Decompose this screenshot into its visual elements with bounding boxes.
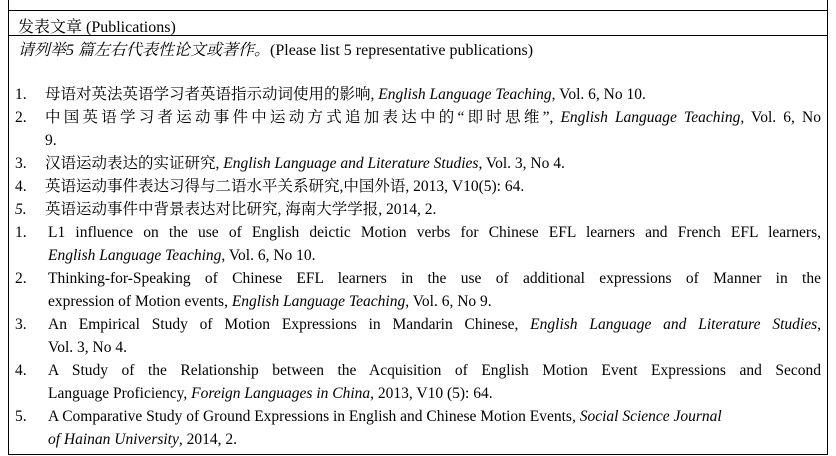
publication-text: 英语运动事件表达习得与二语水平关系研究,中国外语, 2013, V10(5): 64. bbox=[45, 178, 525, 195]
journal-title: English Language Teaching bbox=[378, 86, 552, 103]
publication-line bbox=[48, 405, 722, 428]
journal-title: English Language Teaching bbox=[231, 293, 406, 310]
publication-text: L1 influence on the use of English deictic Motion verbs for Chinese EFL learners and French EFL learners, bbox=[48, 224, 821, 241]
publication-line bbox=[45, 129, 57, 152]
publication-line bbox=[48, 267, 821, 290]
publication-line bbox=[48, 313, 821, 336]
publication-line bbox=[48, 221, 821, 244]
publication-line bbox=[48, 382, 493, 405]
journal-title: English Language Teaching bbox=[48, 247, 222, 264]
publication-number: 5. bbox=[15, 201, 27, 218]
publication-text: An Empirical Study of Motion Expressions in Mandarin Chinese, bbox=[48, 316, 531, 333]
publication-text: 母语对英法英语学习者英语指示动词使用的影响, bbox=[45, 86, 379, 103]
publication-line bbox=[48, 290, 492, 313]
journal-title: English Language and Literature Studies bbox=[530, 316, 818, 333]
publication-line bbox=[45, 152, 565, 175]
journal-title: Foreign Languages in China bbox=[191, 385, 371, 402]
publication-line bbox=[48, 359, 821, 382]
publication-details: , 2014, 2. bbox=[178, 431, 237, 448]
journal-title: English Language Teaching bbox=[560, 109, 741, 126]
publication-number: 1. bbox=[15, 86, 27, 103]
publication-line bbox=[48, 428, 237, 451]
publication-line bbox=[45, 175, 524, 198]
publication-text: 中国英语学习者运动事件中运动方式追加表达中的“即时思维”, bbox=[45, 109, 561, 126]
publication-line bbox=[48, 244, 316, 267]
publication-line bbox=[45, 106, 821, 129]
publication-details: , Vol. 6, No 10. bbox=[551, 86, 646, 103]
publication-text: 9. bbox=[45, 132, 57, 149]
publication-details: , Vol. 6, No bbox=[740, 109, 821, 126]
publication-number: 4. bbox=[15, 362, 27, 379]
publication-text: expression of Motion events, bbox=[48, 293, 232, 310]
publication-number: 2. bbox=[15, 109, 27, 126]
publication-text: A Study of the Relationship between the Acquisition of English Motion Event Expressions and Second bbox=[48, 362, 821, 379]
publications-table bbox=[8, 0, 828, 455]
publication-number: 1. bbox=[15, 224, 27, 241]
publication-text: A Comparative Study of Ground Expressions in English and Chinese Motion Events, bbox=[48, 408, 580, 425]
publication-text: 英语运动事件中背景表达对比研究, 海南大学学报, 2014, 2. bbox=[45, 201, 437, 218]
publication-details: , Vol. 6, No 9. bbox=[405, 293, 492, 310]
publication-details: , Vol. 6, No 10. bbox=[221, 247, 316, 264]
instruction-text bbox=[18, 37, 533, 60]
journal-title: of Hainan University bbox=[48, 431, 179, 448]
publication-details: , Vol. 3, No 4. bbox=[478, 155, 565, 172]
instruction-cn: 请列举5 篇左右代表性论文或著作。 bbox=[18, 42, 271, 59]
publication-line bbox=[45, 198, 436, 221]
instruction-en: (Please list 5 representative publications) bbox=[270, 42, 534, 59]
publication-line bbox=[48, 336, 127, 359]
publication-number: 3. bbox=[15, 155, 27, 172]
publication-text: Language Proficiency, bbox=[48, 385, 192, 402]
publication-number: 5. bbox=[15, 408, 27, 425]
publication-line bbox=[45, 83, 646, 106]
publication-details: , bbox=[817, 316, 821, 333]
publication-details: , 2013, V10 (5): 64. bbox=[370, 385, 493, 402]
journal-title: English Language and Literature Studies bbox=[223, 155, 479, 172]
publication-number: 3. bbox=[15, 316, 27, 333]
publication-text: Thinking-for-Speaking of Chinese EFL learners in the use of additional expressions of Manner in the bbox=[48, 270, 821, 287]
section-title: 发表文章 (Publications) bbox=[18, 19, 176, 36]
table-header-row bbox=[9, 11, 827, 36]
publication-text: Vol. 3, No 4. bbox=[48, 339, 127, 356]
publication-number: 4. bbox=[15, 178, 27, 195]
publication-number: 2. bbox=[15, 270, 27, 287]
publication-text: 汉语运动表达的实证研究, bbox=[45, 155, 224, 172]
journal-title: Social Science Journal bbox=[579, 408, 722, 425]
